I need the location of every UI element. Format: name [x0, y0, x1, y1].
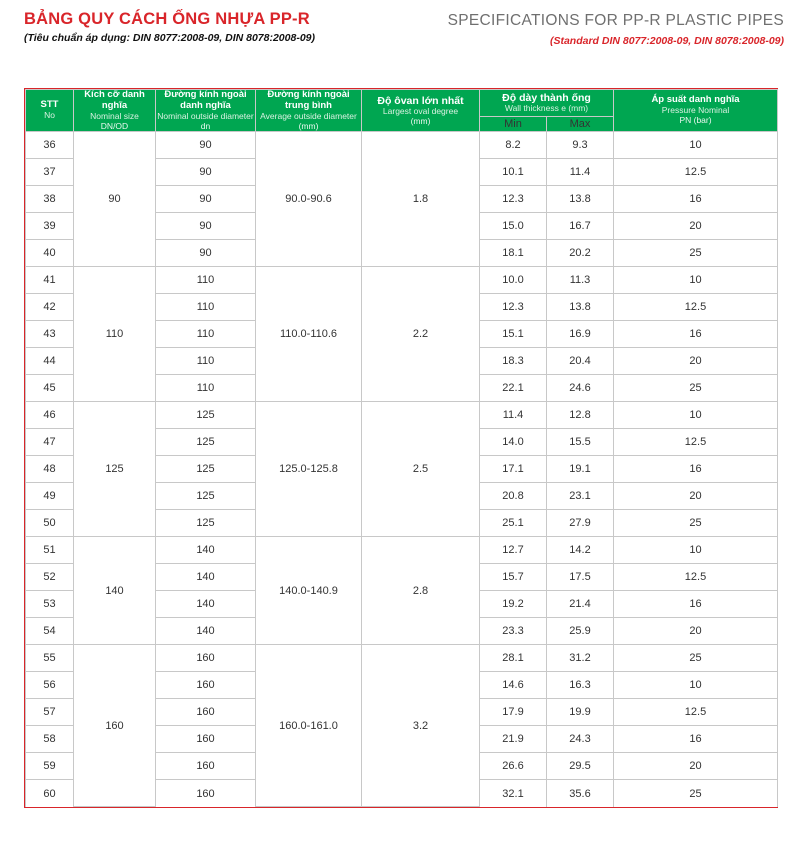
cell-wall-thickness-max: 20.4 — [547, 348, 614, 375]
cell-nominal-outside-diameter: 140 — [156, 537, 256, 564]
cell-nominal-outside-diameter: 110 — [156, 294, 256, 321]
cell-no: 37 — [26, 159, 74, 186]
cell-pressure-nominal: 12.5 — [614, 564, 778, 591]
cell-nominal-outside-diameter: 140 — [156, 618, 256, 645]
cell-no: 54 — [26, 618, 74, 645]
cell-oval: 2.2 — [362, 267, 480, 402]
col-header-nominal-outside-diameter — [156, 90, 256, 132]
cell-wall-thickness-max: 24.6 — [547, 375, 614, 402]
col-header-oval-unit: (mm) — [410, 115, 431, 126]
cell-no: 41 — [26, 267, 74, 294]
cell-wall-thickness-min: 28.1 — [480, 645, 547, 672]
cell-nominal-outside-diameter: 110 — [156, 375, 256, 402]
cell-wall-thickness-min: 22.1 — [480, 375, 547, 402]
cell-wall-thickness-min: 23.3 — [480, 618, 547, 645]
cell-pressure-nominal: 25 — [614, 645, 778, 672]
cell-wall-thickness-min: 25.1 — [480, 510, 547, 537]
table-row — [26, 132, 778, 159]
cell-wall-thickness-max: 16.3 — [547, 672, 614, 699]
cell-wall-thickness-max: 21.4 — [547, 591, 614, 618]
cell-nominal-outside-diameter: 160 — [156, 780, 256, 807]
cell-wall-thickness-max: 19.9 — [547, 699, 614, 726]
cell-no: 51 — [26, 537, 74, 564]
cell-nominal-outside-diameter: 110 — [156, 321, 256, 348]
cell-nominal-outside-diameter: 160 — [156, 672, 256, 699]
cell-nominal-outside-diameter: 125 — [156, 483, 256, 510]
cell-pressure-nominal: 25 — [614, 780, 778, 807]
col-header-nominal-size-en: Nominal size — [90, 110, 139, 121]
cell-no: 42 — [26, 294, 74, 321]
cell-wall-thickness-max: 19.1 — [547, 456, 614, 483]
cell-wall-thickness-min: 10.1 — [480, 159, 547, 186]
cell-wall-thickness-min: 26.6 — [480, 753, 547, 780]
cell-nominal-outside-diameter: 110 — [156, 267, 256, 294]
cell-nominal-outside-diameter: 160 — [156, 699, 256, 726]
cell-wall-thickness-max: 23.1 — [547, 483, 614, 510]
cell-oval: 1.8 — [362, 132, 480, 267]
cell-nominal-outside-diameter: 125 — [156, 456, 256, 483]
cell-no: 48 — [26, 456, 74, 483]
cell-no: 38 — [26, 186, 74, 213]
cell-pressure-nominal: 16 — [614, 726, 778, 753]
spec-table-container — [24, 88, 778, 808]
col-header-wt-min: Min — [480, 116, 547, 132]
cell-no: 39 — [26, 213, 74, 240]
cell-no: 43 — [26, 321, 74, 348]
cell-nominal-outside-diameter: 110 — [156, 348, 256, 375]
document-header — [0, 0, 802, 62]
cell-oval: 2.8 — [362, 537, 480, 645]
cell-average-outside-diameter: 140.0-140.9 — [256, 537, 362, 645]
cell-no: 56 — [26, 672, 74, 699]
cell-wall-thickness-max: 12.8 — [547, 402, 614, 429]
cell-pressure-nominal: 10 — [614, 402, 778, 429]
cell-nominal-outside-diameter: 90 — [156, 240, 256, 267]
cell-wall-thickness-max: 31.2 — [547, 645, 614, 672]
header-row-main — [26, 90, 778, 117]
cell-no: 45 — [26, 375, 74, 402]
cell-no: 46 — [26, 402, 74, 429]
col-header-stt — [26, 90, 74, 132]
col-header-pn-en: Pressure Nominal — [661, 105, 730, 116]
cell-no: 57 — [26, 699, 74, 726]
cell-wall-thickness-min: 14.0 — [480, 429, 547, 456]
col-header-aod-en: Average outside diameter — [260, 110, 357, 121]
cell-wall-thickness-min: 17.9 — [480, 699, 547, 726]
cell-wall-thickness-min: 12.3 — [480, 186, 547, 213]
cell-pressure-nominal: 16 — [614, 186, 778, 213]
cell-pressure-nominal: 25 — [614, 240, 778, 267]
col-header-oval-vi: Độ ôvan lớn nhất — [377, 94, 464, 107]
cell-pressure-nominal: 12.5 — [614, 429, 778, 456]
cell-pressure-nominal: 20 — [614, 483, 778, 510]
cell-wall-thickness-min: 18.1 — [480, 240, 547, 267]
cell-wall-thickness-min: 10.0 — [480, 267, 547, 294]
cell-wall-thickness-max: 13.8 — [547, 294, 614, 321]
cell-wall-thickness-min: 18.3 — [480, 348, 547, 375]
cell-nominal-outside-diameter: 90 — [156, 159, 256, 186]
col-header-pn-vi: Áp suất danh nghĩa — [651, 94, 740, 106]
cell-nominal-outside-diameter: 125 — [156, 429, 256, 456]
col-header-stt-en: No — [44, 110, 55, 121]
cell-no: 40 — [26, 240, 74, 267]
col-header-stt-vi: STT — [40, 99, 59, 111]
cell-no: 49 — [26, 483, 74, 510]
cell-wall-thickness-min: 19.2 — [480, 591, 547, 618]
col-header-nod-unit: dn — [200, 120, 211, 131]
cell-wall-thickness-min: 14.6 — [480, 672, 547, 699]
cell-nominal-size: 90 — [74, 132, 156, 267]
cell-wall-thickness-min: 15.7 — [480, 564, 547, 591]
cell-nominal-outside-diameter: 140 — [156, 564, 256, 591]
cell-wall-thickness-max: 29.5 — [547, 753, 614, 780]
cell-oval: 2.5 — [362, 402, 480, 537]
cell-nominal-outside-diameter: 140 — [156, 591, 256, 618]
cell-pressure-nominal: 20 — [614, 348, 778, 375]
col-header-wt-vi: Độ dày thành ống — [502, 91, 591, 104]
cell-wall-thickness-min: 20.8 — [480, 483, 547, 510]
cell-wall-thickness-min: 12.7 — [480, 537, 547, 564]
cell-pressure-nominal: 10 — [614, 537, 778, 564]
cell-no: 58 — [26, 726, 74, 753]
cell-average-outside-diameter: 125.0-125.8 — [256, 402, 362, 537]
cell-wall-thickness-max: 14.2 — [547, 537, 614, 564]
cell-pressure-nominal: 16 — [614, 321, 778, 348]
table-row — [26, 645, 778, 672]
col-header-pn-unit: PN (bar) — [679, 115, 712, 126]
cell-wall-thickness-max: 24.3 — [547, 726, 614, 753]
col-header-wall-thickness — [480, 90, 614, 117]
col-header-nominal-size — [74, 90, 156, 132]
cell-wall-thickness-min: 12.3 — [480, 294, 547, 321]
cell-nominal-size: 140 — [74, 537, 156, 645]
col-header-wt-en: Wall thickness e (mm) — [504, 102, 589, 113]
cell-wall-thickness-max: 11.4 — [547, 159, 614, 186]
spec-table — [25, 89, 778, 807]
cell-pressure-nominal: 20 — [614, 618, 778, 645]
cell-pressure-nominal: 12.5 — [614, 699, 778, 726]
col-header-aod-unit: (mm) — [298, 120, 319, 131]
cell-no: 44 — [26, 348, 74, 375]
table-row — [26, 402, 778, 429]
cell-no: 55 — [26, 645, 74, 672]
cell-wall-thickness-max: 20.2 — [547, 240, 614, 267]
table-body — [26, 132, 778, 807]
cell-nominal-outside-diameter: 125 — [156, 402, 256, 429]
cell-nominal-size: 125 — [74, 402, 156, 537]
col-header-pressure-nominal — [614, 90, 778, 132]
cell-no: 53 — [26, 591, 74, 618]
page-subtitle-en: (Standard DIN 8077:2008-09, DIN 8078:2008-09) — [549, 35, 784, 47]
cell-wall-thickness-max: 17.5 — [547, 564, 614, 591]
col-header-average-outside-diameter — [256, 90, 362, 132]
cell-pressure-nominal: 16 — [614, 456, 778, 483]
header-right — [384, 12, 784, 47]
cell-wall-thickness-max: 11.3 — [547, 267, 614, 294]
cell-no: 59 — [26, 753, 74, 780]
cell-nominal-outside-diameter: 160 — [156, 645, 256, 672]
cell-pressure-nominal: 20 — [614, 213, 778, 240]
cell-nominal-outside-diameter: 125 — [156, 510, 256, 537]
cell-wall-thickness-min: 21.9 — [480, 726, 547, 753]
col-header-nominal-size-vi: Kích cỡ danh nghĩa — [84, 89, 145, 111]
cell-nominal-outside-diameter: 90 — [156, 186, 256, 213]
cell-wall-thickness-max: 15.5 — [547, 429, 614, 456]
cell-average-outside-diameter: 110.0-110.6 — [256, 267, 362, 402]
cell-pressure-nominal: 25 — [614, 510, 778, 537]
table-row — [26, 267, 778, 294]
cell-wall-thickness-max: 9.3 — [547, 132, 614, 159]
cell-oval: 3.2 — [362, 645, 480, 807]
cell-nominal-outside-diameter: 160 — [156, 726, 256, 753]
cell-wall-thickness-min: 17.1 — [480, 456, 547, 483]
cell-wall-thickness-max: 27.9 — [547, 510, 614, 537]
cell-no: 36 — [26, 132, 74, 159]
header-left — [24, 10, 444, 44]
table-row — [26, 537, 778, 564]
cell-wall-thickness-max: 16.9 — [547, 321, 614, 348]
cell-wall-thickness-max: 13.8 — [547, 186, 614, 213]
cell-wall-thickness-min: 32.1 — [480, 780, 547, 807]
page-title-en: SPECIFICATIONS FOR PP-R PLASTIC PIPES — [447, 12, 784, 29]
col-header-aod-vi: Đường kính ngoài trung bình — [267, 89, 350, 111]
page-title-vi: BẢNG QUY CÁCH ỐNG NHỰA PP-R — [24, 10, 310, 28]
cell-pressure-nominal: 10 — [614, 132, 778, 159]
cell-nominal-size: 160 — [74, 645, 156, 807]
cell-nominal-outside-diameter: 90 — [156, 132, 256, 159]
cell-pressure-nominal: 25 — [614, 375, 778, 402]
cell-pressure-nominal: 10 — [614, 672, 778, 699]
cell-wall-thickness-min: 11.4 — [480, 402, 547, 429]
page-subtitle-vi: (Tiêu chuẩn áp dụng: DIN 8077:2008-09, DIN 8078:2008-09) — [24, 32, 315, 44]
col-header-nod-en: Nominal outside diameter — [157, 110, 254, 121]
col-header-wt-max: Max — [547, 116, 614, 132]
cell-nominal-outside-diameter: 160 — [156, 753, 256, 780]
cell-wall-thickness-min: 15.0 — [480, 213, 547, 240]
cell-wall-thickness-min: 8.2 — [480, 132, 547, 159]
cell-wall-thickness-max: 35.6 — [547, 780, 614, 807]
col-header-oval-en: Largest oval degree — [382, 105, 459, 116]
cell-average-outside-diameter: 90.0-90.6 — [256, 132, 362, 267]
cell-no: 60 — [26, 780, 74, 807]
cell-pressure-nominal: 10 — [614, 267, 778, 294]
cell-nominal-size: 110 — [74, 267, 156, 402]
cell-no: 47 — [26, 429, 74, 456]
cell-pressure-nominal: 20 — [614, 753, 778, 780]
col-header-oval — [362, 90, 480, 132]
cell-no: 50 — [26, 510, 74, 537]
cell-average-outside-diameter: 160.0-161.0 — [256, 645, 362, 807]
col-header-nominal-size-unit: DN/OD — [100, 120, 129, 131]
cell-pressure-nominal: 12.5 — [614, 159, 778, 186]
col-header-nod-vi: Đường kính ngoài danh nghĩa — [164, 89, 247, 111]
cell-pressure-nominal: 12.5 — [614, 294, 778, 321]
cell-wall-thickness-max: 25.9 — [547, 618, 614, 645]
cell-nominal-outside-diameter: 90 — [156, 213, 256, 240]
cell-wall-thickness-max: 16.7 — [547, 213, 614, 240]
cell-wall-thickness-min: 15.1 — [480, 321, 547, 348]
table-head — [26, 90, 778, 132]
cell-pressure-nominal: 16 — [614, 591, 778, 618]
cell-no: 52 — [26, 564, 74, 591]
